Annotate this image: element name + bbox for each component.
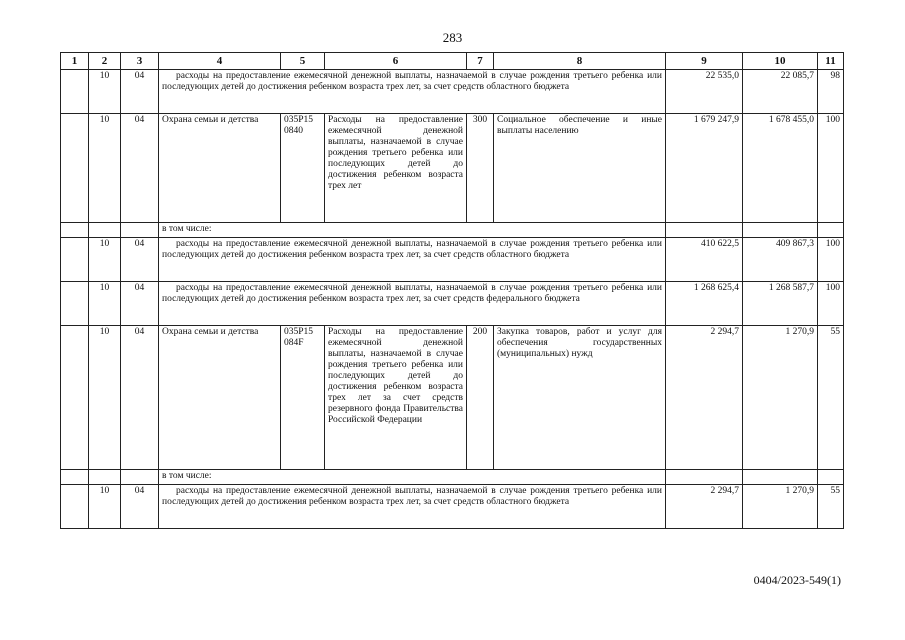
- planned-amount: 1 679 247,9: [666, 114, 743, 223]
- col-header: 7: [467, 53, 494, 70]
- row-description: расходы на предоставление ежемесячной денежной выплаты, назначаемой в случае рождения третьего ребенка или последующих детей до достижения ребенком возраста трех лет, за счет средств областного бюджета: [159, 238, 666, 282]
- table-row: [61, 470, 844, 485]
- page-number: 283: [442, 30, 463, 45]
- planned-amount: 1 268 625,4: [666, 282, 743, 326]
- subsection-code: 04: [121, 238, 159, 282]
- section-code: 10: [89, 238, 121, 282]
- table-row: [61, 326, 844, 470]
- execution-percent: 55: [818, 485, 844, 529]
- expense-description: Расходы на предоставление ежемесячной денежной выплаты, назначаемой в случае рождения третьего ребенка или последующих детей до достижения ребенком возраста трех лет: [325, 114, 467, 223]
- subsection-code: 04: [121, 70, 159, 114]
- section-code: 10: [89, 114, 121, 223]
- col-header: 5: [281, 53, 325, 70]
- document-code: 0404/2023-549(1): [753, 573, 841, 587]
- col-header: 8: [494, 53, 666, 70]
- row-description: расходы на предоставление ежемесячной денежной выплаты, назначаемой в случае рождения третьего ребенка или последующих детей до достижения ребенком возраста трех лет, за счет средств областного бюджета: [159, 485, 666, 529]
- including-note: в том числе:: [159, 470, 666, 485]
- col-header: 1: [61, 53, 89, 70]
- actual-amount: 22 085,7: [743, 70, 818, 114]
- execution-percent: 55: [818, 326, 844, 470]
- planned-amount: 22 535,0: [666, 70, 743, 114]
- table-row: [61, 485, 844, 529]
- section-code: 10: [89, 282, 121, 326]
- expense-type-name: Закупка товаров, работ и услуг для обеспечения государственных (муниципальных) нужд: [494, 326, 666, 470]
- table-row: [61, 238, 844, 282]
- header-row: [61, 53, 844, 70]
- expense-type-code: 300: [467, 114, 494, 223]
- actual-amount: 1 270,9: [743, 326, 818, 470]
- table-row: [61, 282, 844, 326]
- section-code: 10: [89, 485, 121, 529]
- subsection-code: 04: [121, 282, 159, 326]
- expense-type-code: 200: [467, 326, 494, 470]
- col-header: 2: [89, 53, 121, 70]
- col-header: 11: [818, 53, 844, 70]
- subsection-code: 04: [121, 326, 159, 470]
- table-row: [61, 70, 844, 114]
- col-header: 10: [743, 53, 818, 70]
- actual-amount: 1 678 455,0: [743, 114, 818, 223]
- col-header: 9: [666, 53, 743, 70]
- execution-percent: 100: [818, 282, 844, 326]
- section-name: Охрана семьи и детства: [159, 114, 281, 223]
- table-row: [61, 114, 844, 223]
- col-header: 6: [325, 53, 467, 70]
- section-code: 10: [89, 326, 121, 470]
- subsection-code: 04: [121, 485, 159, 529]
- budget-table: [60, 52, 844, 529]
- expense-description: Расходы на предоставление ежемесячной денежной выплаты, назначаемой в случае рождения третьего ребенка или последующих детей до достижения ребенком возраста трех лет за счет средств резервного фонда Правительства Российской Федерации: [325, 326, 467, 470]
- target-article-code: 035Р15 0840: [281, 114, 325, 223]
- table-row: [61, 223, 844, 238]
- section-code: 10: [89, 70, 121, 114]
- actual-amount: 1 268 587,7: [743, 282, 818, 326]
- row-description: расходы на предоставление ежемесячной денежной выплаты, назначаемой в случае рождения третьего ребенка или последующих детей до достижения ребенком возраста трех лет, за счет средств областного бюджета: [159, 70, 666, 114]
- expense-type-name: Социальное обеспечение и иные выплаты населению: [494, 114, 666, 223]
- col-header: 4: [159, 53, 281, 70]
- row-description: расходы на предоставление ежемесячной денежной выплаты, назначаемой в случае рождения третьего ребенка или последующих детей до достижения ребенком возраста трех лет, за счет средств федерального бюджета: [159, 282, 666, 326]
- execution-percent: 100: [818, 238, 844, 282]
- section-name: Охрана семьи и детства: [159, 326, 281, 470]
- col-header: 3: [121, 53, 159, 70]
- subsection-code: 04: [121, 114, 159, 223]
- execution-percent: 98: [818, 70, 844, 114]
- planned-amount: 2 294,7: [666, 485, 743, 529]
- target-article-code: 035Р15 084F: [281, 326, 325, 470]
- actual-amount: 409 867,3: [743, 238, 818, 282]
- execution-percent: 100: [818, 114, 844, 223]
- actual-amount: 1 270,9: [743, 485, 818, 529]
- planned-amount: 410 622,5: [666, 238, 743, 282]
- including-note: в том числе:: [159, 223, 666, 238]
- planned-amount: 2 294,7: [666, 326, 743, 470]
